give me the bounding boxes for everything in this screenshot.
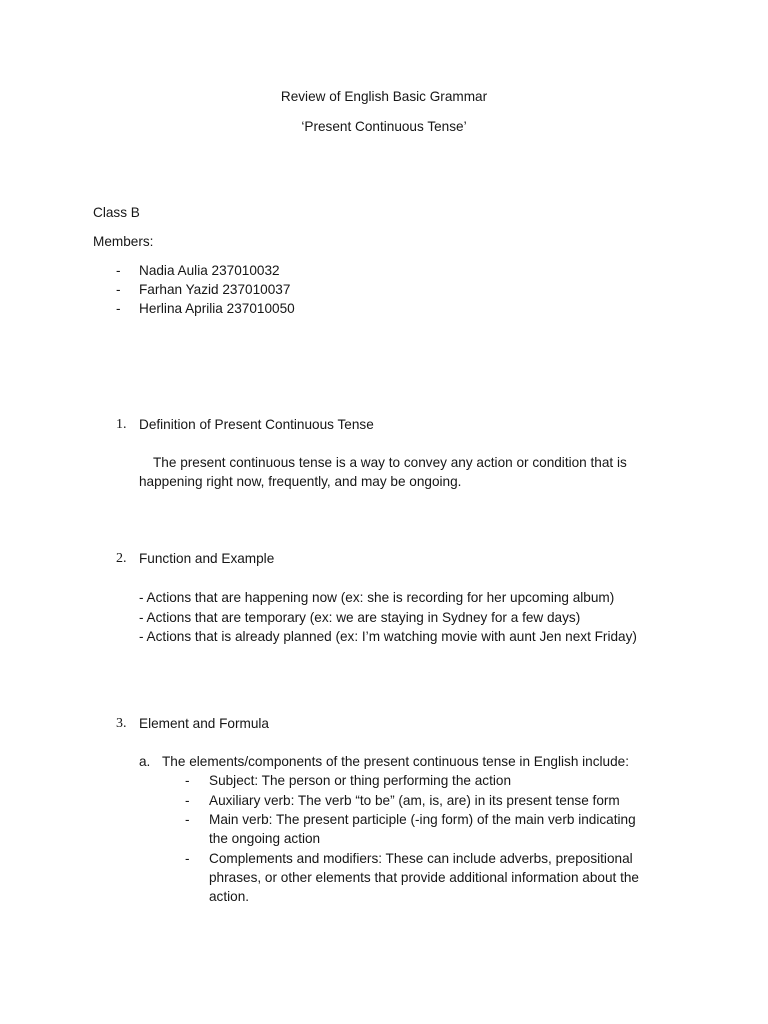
- member-item: Nadia Aulia 237010032: [139, 263, 280, 278]
- section-number: 1.: [116, 417, 127, 432]
- element-item: Subject: The person or thing performing the action: [209, 773, 512, 788]
- list-bullet-dash: -: [185, 851, 190, 866]
- section-heading: Function and Example: [139, 551, 275, 566]
- example-item: - Actions that are temporary (ex: we are staying in Sydney for a few days): [139, 610, 581, 625]
- document-title: Review of English Basic Grammar: [280, 89, 488, 104]
- sub-item-text: The elements/components of the present continuous tense in English include:: [162, 754, 630, 769]
- member-item: Herlina Aprilia 237010050: [139, 301, 295, 316]
- members-label: Members:: [93, 234, 154, 249]
- paragraph-line: happening right now, frequently, and may be ongoing.: [139, 474, 462, 489]
- list-bullet-dash: -: [185, 812, 190, 827]
- sub-item-marker: a.: [139, 754, 151, 769]
- list-bullet-dash: -: [185, 773, 190, 788]
- member-item: Farhan Yazid 237010037: [139, 282, 291, 297]
- example-item: - Actions that are happening now (ex: she is recording for her upcoming album): [139, 590, 615, 605]
- section-heading: Definition of Present Continuous Tense: [139, 417, 374, 432]
- list-bullet-dash: -: [116, 263, 121, 278]
- element-item-continuation: action.: [209, 889, 250, 904]
- list-bullet-dash: -: [116, 301, 121, 316]
- element-item: Main verb: The present participle (-ing form) of the main verb indicating: [209, 812, 636, 827]
- example-item: - Actions that is already planned (ex: I’m watching movie with aunt Jen next Friday): [139, 629, 637, 644]
- paragraph-line: The present continuous tense is a way to convey any action or condition that is: [153, 455, 627, 470]
- class-label: Class B: [93, 205, 140, 220]
- section-heading: Element and Formula: [139, 716, 269, 731]
- element-item: Auxiliary verb: The verb “to be” (am, is, are) in its present tense form: [209, 793, 620, 808]
- list-bullet-dash: -: [116, 282, 121, 297]
- element-item: Complements and modifiers: These can include adverbs, prepositional: [209, 851, 633, 866]
- element-item-continuation: phrases, or other elements that provide additional information about the: [209, 870, 639, 885]
- section-number: 3.: [116, 716, 127, 731]
- document-subtitle: ‘Present Continuous Tense’: [301, 119, 467, 134]
- list-bullet-dash: -: [185, 793, 190, 808]
- section-number: 2.: [116, 551, 127, 566]
- element-item-continuation: the ongoing action: [209, 831, 321, 846]
